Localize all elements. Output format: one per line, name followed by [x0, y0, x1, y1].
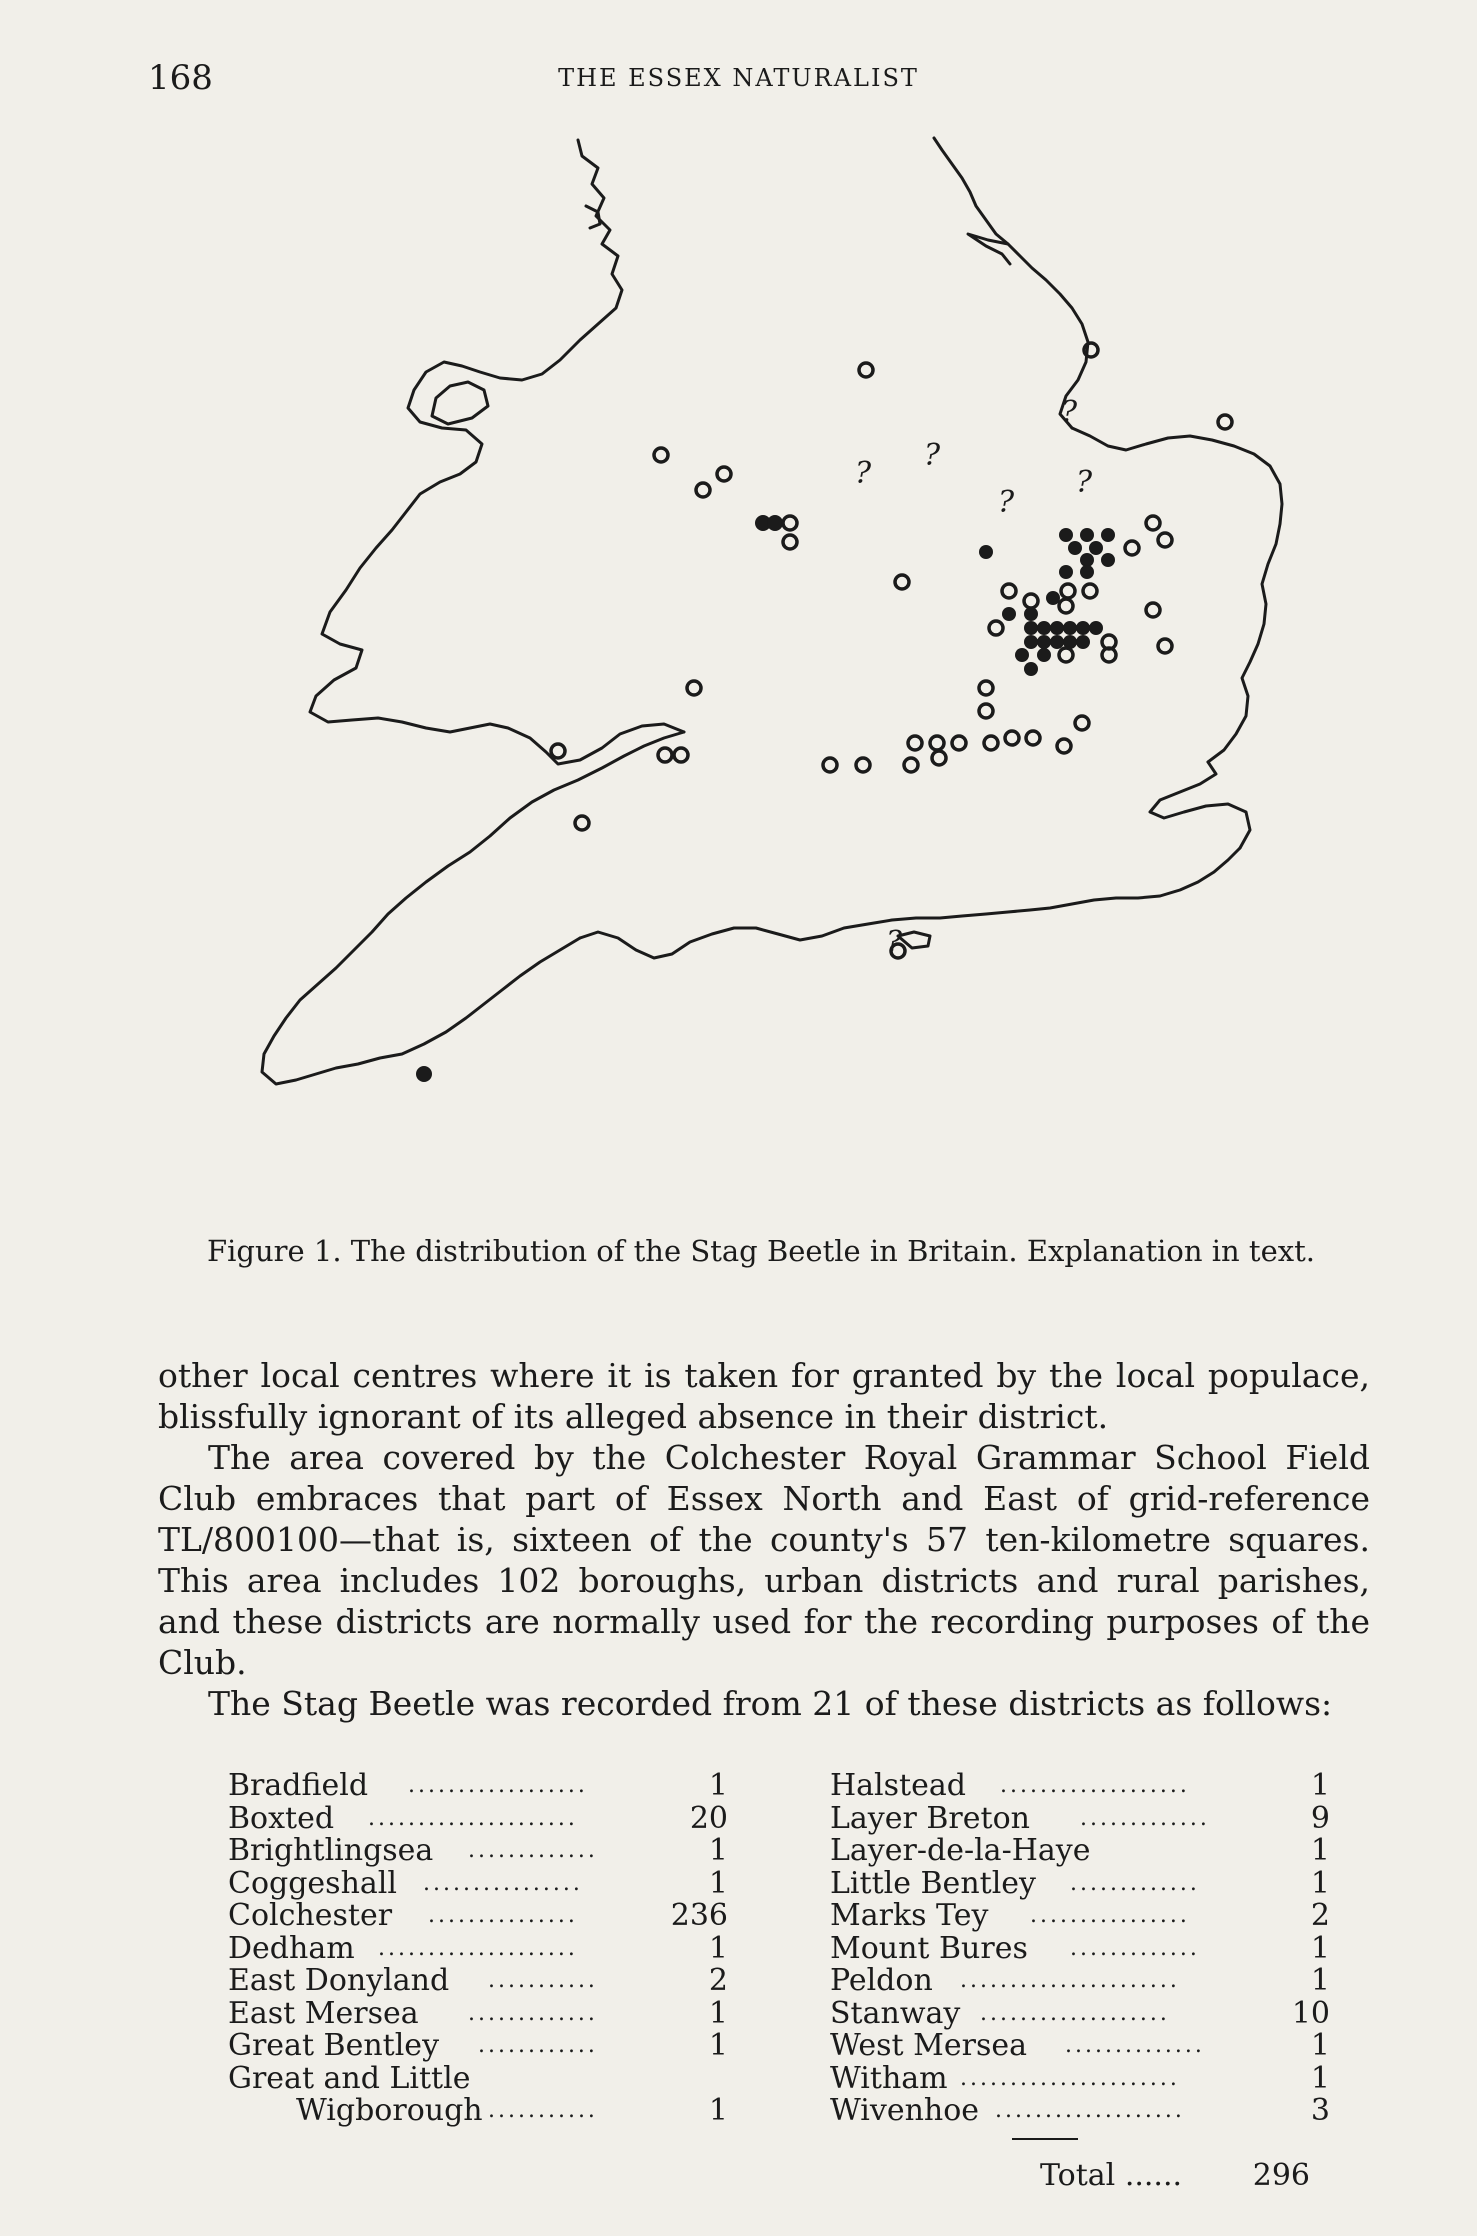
record-count: 1: [1310, 2028, 1330, 2063]
district-name: East Donyland: [228, 1963, 450, 1998]
open-records: [551, 343, 1232, 958]
record-row: [228, 1835, 728, 1868]
query-mark: ?: [1076, 465, 1093, 500]
query-mark: ?: [998, 485, 1015, 520]
leader-dots: ...............: [428, 1903, 578, 1928]
record-count: 1: [1310, 2060, 1330, 2096]
coastline-wales-west: [310, 140, 684, 764]
record-row: [228, 2060, 728, 2096]
record-count: 1: [1310, 1963, 1330, 1998]
distribution-map-figure: [150, 128, 1370, 1203]
coastline-kent-thames: [1150, 762, 1250, 848]
district-name: Layer Breton: [830, 1800, 1030, 1836]
total-label: Total ......: [1040, 2158, 1183, 2193]
leader-dots: ............: [478, 2033, 598, 2058]
distribution-map: [150, 128, 1370, 1203]
district-name: Peldon: [830, 1963, 933, 1998]
record-count: 1: [708, 1865, 728, 1901]
record-count: 1: [708, 1833, 728, 1868]
district-name: Witham: [830, 2060, 948, 2096]
record-count: 10: [1291, 1995, 1330, 2031]
records-column-left: [228, 1770, 728, 2128]
leader-dots: ................: [423, 1870, 583, 1896]
leader-dots: .............: [468, 1838, 598, 1863]
record-count: 20: [689, 1800, 728, 1836]
leader-dots: .....................: [368, 1805, 578, 1831]
record-count: 2: [708, 1963, 728, 1998]
record-count: 2: [1310, 1898, 1330, 1933]
query-mark: ?: [886, 925, 903, 960]
record-row: [228, 1995, 728, 2031]
record-row: [228, 2095, 728, 2128]
record-count: 3: [1310, 2093, 1330, 2128]
coastline-south: [580, 848, 1240, 958]
record-count: 1: [1310, 1833, 1330, 1868]
record-row: [830, 1900, 1330, 1933]
page-header: [0, 58, 1477, 108]
district-name: Layer-de-la-Haye: [830, 1833, 1091, 1868]
district-name: Halstead: [830, 1768, 966, 1803]
leader-dots: ..............: [1065, 2033, 1205, 2058]
record-count: 1: [708, 1930, 728, 1966]
leader-dots: ..................: [408, 1773, 588, 1798]
leader-dots: ...........: [488, 1968, 598, 1993]
leader-dots: ...................: [1000, 1773, 1190, 1798]
leader-dots: .............: [1070, 1935, 1200, 1961]
record-row: [830, 1800, 1330, 1836]
record-row: [830, 1965, 1330, 1998]
record-row: [830, 2095, 1330, 2128]
district-name: Brightlingsea: [228, 1833, 434, 1868]
record-count: 1: [1310, 1768, 1330, 1803]
district-name: Boxted: [228, 1800, 335, 1836]
leader-dots: ...................: [980, 2000, 1170, 2026]
leader-dots: .............: [1070, 1870, 1200, 1896]
district-name: Wigborough: [296, 2093, 483, 2128]
records-table: [228, 1770, 1328, 2210]
leader-dots: .............: [468, 2000, 598, 2026]
page-number: 168: [148, 58, 213, 98]
district-name: Marks Tey: [830, 1898, 989, 1933]
leader-dots: ......................: [960, 1968, 1180, 1993]
district-name: Little Bentley: [830, 1865, 1036, 1901]
running-head: THE ESSEX NATURALIST: [558, 64, 919, 92]
record-count: 9: [1310, 1800, 1330, 1836]
record-count: 1: [708, 1768, 728, 1803]
paragraph: The area covered by the Colchester Royal Grammar School Field Club embraces that part of Essex North and East of grid-reference TL/800100—that is, sixteen of the county's 57 ten-kilometre squares. This area includes 102 boroughs, urban districts and rural parishes, and these districts are normally used for the recording purposes of the Club.: [158, 1438, 1370, 1682]
record-count: 1: [708, 1995, 728, 2031]
record-row: [830, 1995, 1330, 2031]
record-count: 1: [1310, 1865, 1330, 1901]
record-row: [228, 1770, 728, 1803]
figure-caption: Figure 1. The distribution of the Stag Beetle in Britain. Explanation in text.: [207, 1234, 1315, 1268]
record-count: 1: [708, 2028, 728, 2063]
paragraph: other local centres where it is taken for granted by the local populace, blissfully ignorant of its alleged absence in their district.: [158, 1356, 1370, 1436]
district-name: West Mersea: [830, 2028, 1027, 2063]
district-name: Mount Bures: [830, 1930, 1028, 1966]
district-name: Coggeshall: [228, 1865, 397, 1901]
record-row: [830, 2030, 1330, 2063]
record-row: [228, 1965, 728, 1998]
record-row: [830, 1835, 1330, 1868]
district-name: Colchester: [228, 1898, 393, 1933]
record-row: [228, 1900, 728, 1933]
record-row: [830, 1865, 1330, 1901]
paragraph: The Stag Beetle was recorded from 21 of these districts as follows:: [208, 1684, 1333, 1723]
district-name: Great and Little: [228, 2060, 471, 2096]
leader-dots: ...........: [488, 2098, 598, 2123]
total-row: [1040, 2158, 1310, 2194]
record-row: [228, 1930, 728, 1966]
query-mark: ?: [1061, 395, 1078, 430]
query-mark: ?: [924, 438, 941, 473]
record-count: 236: [670, 1898, 728, 1933]
district-name: East Mersea: [228, 1995, 419, 2031]
record-row: [228, 2030, 728, 2063]
record-row: [830, 1930, 1330, 1966]
leader-dots: ....................: [378, 1935, 578, 1961]
district-name: Dedham: [228, 1930, 355, 1966]
records-column-right: [830, 1770, 1330, 2128]
district-name: Bradfield: [228, 1768, 369, 1803]
coastline-east-anglia: [1072, 428, 1282, 762]
total-count: 296: [1252, 2158, 1310, 2193]
record-row: [228, 1800, 728, 1836]
query-marks: [855, 395, 1093, 960]
query-mark: ?: [855, 456, 872, 491]
coastline-severn-somerset: [262, 732, 684, 1084]
record-row: [830, 2060, 1330, 2096]
total-rule: [1012, 2138, 1078, 2140]
coastline-wash-lincs: [934, 138, 1088, 428]
leader-dots: ................: [1030, 1903, 1190, 1928]
record-row: [228, 1865, 728, 1901]
record-row: [830, 1770, 1330, 1803]
filled-records: [416, 515, 1115, 1082]
district-name: Stanway: [830, 1995, 961, 2031]
district-name: Wivenhoe: [830, 2093, 980, 2128]
leader-dots: .............: [1080, 1805, 1210, 1831]
record-count: 1: [1310, 1930, 1330, 1966]
leader-dots: ...................: [995, 2098, 1185, 2123]
leader-dots: ......................: [960, 2065, 1180, 2091]
coastline-anglesey: [432, 382, 488, 424]
district-name: Great Bentley: [228, 2028, 440, 2063]
total-label-text: Total: [1040, 2158, 1116, 2193]
body-text: [158, 1355, 1370, 1724]
record-count: 1: [708, 2093, 728, 2128]
